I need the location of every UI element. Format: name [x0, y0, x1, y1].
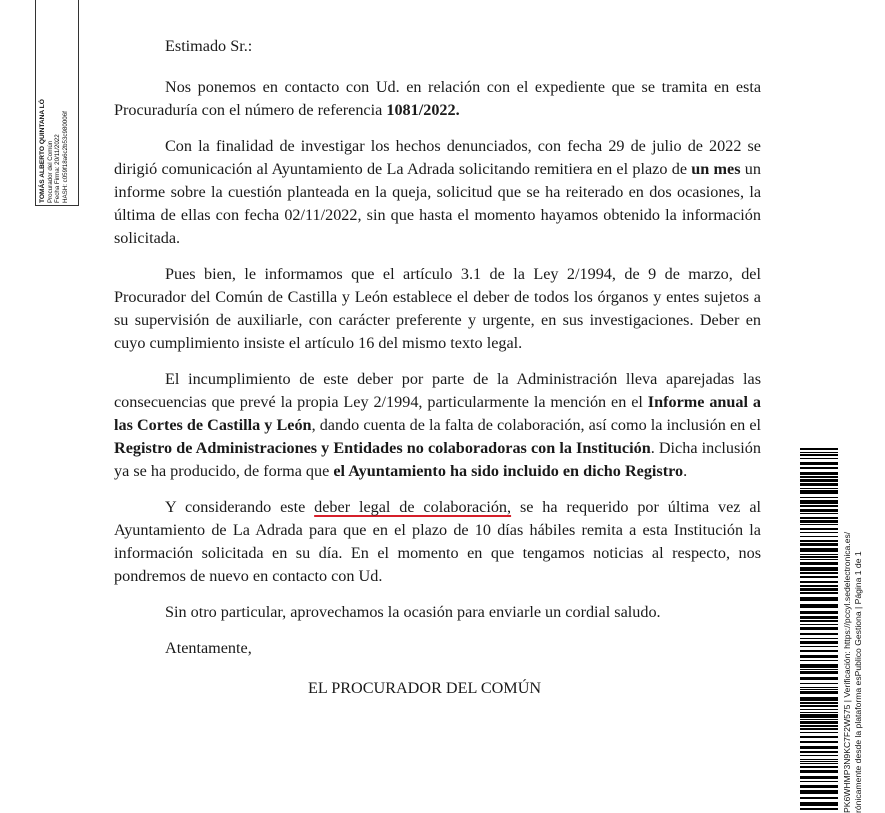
barcode-bar: [800, 528, 838, 530]
verification-line-2: rónicamente desde la plataforma esPublico Gestiona | Página 1 de 1: [852, 551, 863, 813]
barcode-bar: [800, 576, 838, 578]
deadline-bold: un mes: [691, 160, 741, 178]
barcode-bar: [800, 581, 838, 583]
barcode-bar: [800, 725, 838, 727]
letter-body: [114, 35, 761, 713]
barcode-bar: [800, 766, 838, 768]
barcode-bar: [800, 770, 838, 773]
barcode-bar: [800, 763, 838, 764]
barcode-bar: [800, 488, 838, 489]
barcode-bar: [800, 785, 838, 788]
barcode-bar: [800, 721, 838, 724]
barcode-bar: [800, 712, 838, 713]
stamp-role: Procurador del Común: [46, 140, 54, 203]
barcode-icon: [800, 448, 838, 813]
barcode-bar: [800, 677, 838, 680]
barcode-bar: [800, 543, 838, 546]
stamp-signer: TOMÁS ALBERTO QUINTANA LÓ: [39, 99, 46, 203]
barcode-bar: [800, 517, 838, 519]
paragraph-consequences-text-3: . Dicha inclusión ya se ha producido, de forma que: [114, 439, 761, 480]
barcode-bar: [800, 462, 838, 465]
barcode-bar: [800, 781, 838, 782]
registry-bold: Registro de Administraciones y Entidades no colaboradoras con la Institución: [114, 439, 651, 457]
paragraph-consequences: [114, 368, 761, 483]
reference-number: 1081/2022.: [386, 101, 460, 119]
barcode-bar: [800, 714, 838, 718]
paragraph-investigation-text-1: Con la finalidad de investigar los hechos denunciados, con fecha 29 de julio de 2022 se dirigió comunicación al Ayuntamiento de La Adrada solicitando remitiera en el plazo de: [114, 137, 761, 178]
barcode-bar: [800, 513, 838, 514]
barcode-bar: [800, 797, 838, 799]
barcode-bar: [800, 732, 838, 733]
barcode-bar: [800, 452, 838, 453]
barcode-bar: [800, 559, 838, 560]
paragraph-consequences-text-1: El incumplimiento de este deber por parte de la Administración lleva aparejadas las consecuencias que prevé la propia Ley 2/1994, particularmente la mención en el: [114, 370, 761, 411]
barcode-bar: [800, 683, 838, 684]
stamp-date: Fecha Firma: 20/11/2022: [54, 134, 62, 203]
barcode-bar: [800, 624, 838, 625]
verification-code: PK6WHMP3N9KC7F2W575 |: [842, 697, 852, 813]
barcode-bar: [800, 524, 838, 525]
barcode-bar: [800, 540, 838, 542]
barcode-bar: [800, 532, 838, 533]
annual-report-bold: Informe anual a las Cortes de Castilla y León: [114, 393, 761, 434]
barcode-bar: [800, 556, 838, 558]
barcode-bar: [800, 671, 838, 674]
verification-url: Verificación: https://pccyl.sedelectronica.es/: [842, 531, 852, 698]
barcode-bar: [800, 664, 838, 668]
included-bold: el Ayuntamiento ha sido incluido en dicho Registro: [333, 462, 684, 480]
signature-title: EL PROCURADOR DEL COMÚN: [308, 679, 542, 697]
barcode-bar: [800, 802, 838, 806]
barcode-bar: [800, 697, 838, 701]
paragraph-law: Pues bien, le informamos que el artículo 3.1 de la Ley 2/1994, de 9 de marzo, del Procurador del Común de Castilla y León establece el deber de todos los órganos y entes sujetos a su supervisión de auxiliarle, con carácter preferente y urgente, en sus investigaciones. Deber en cuyo cumplimiento insiste el artículo 16 del mismo texto legal.: [114, 265, 761, 352]
barcode-bar: [800, 669, 838, 670]
barcode-bar: [800, 627, 838, 630]
barcode-bar: [800, 597, 838, 601]
barcode-bar: [800, 497, 838, 498]
barcode-bar: [800, 705, 838, 707]
paragraph-final-request-text-2: se ha requerido por última vez al Ayuntamiento de La Adrada para que en el plazo de 10 días hábiles remita a esta Institución la información solicitada en su día. En el momento en que tengamos noticias al respecto, nos pondremos de nuevo en contacto con Ud.: [114, 498, 761, 585]
barcode-bar: [800, 633, 838, 635]
barcode-bar: [800, 520, 838, 523]
barcode-bar: [800, 808, 838, 810]
barcode-bar: [800, 476, 838, 478]
barcode-bar: [800, 588, 838, 591]
barcode-bar: [800, 728, 838, 730]
paragraph-reference-text: Nos ponemos en contacto con Ud. en relación con el expediente que se tramita en esta Procuraduría con el número de referencia: [114, 78, 761, 119]
stamp-hash: HASH: c059f18a6c2b53c980006f: [61, 111, 69, 203]
barcode-bar: [800, 505, 838, 507]
barcode-bar: [800, 660, 838, 661]
barcode-bar: [800, 746, 838, 749]
barcode-bar: [800, 702, 838, 704]
barcode-bar: [800, 548, 838, 552]
barcode-bar: [800, 592, 838, 594]
barcode-bar: [800, 709, 838, 710]
closing: Atentamente,: [165, 639, 252, 657]
paragraph-reference: [114, 76, 761, 122]
paragraph-investigation: [114, 135, 761, 250]
barcode-bar: [800, 691, 838, 694]
barcode-bar: [800, 689, 838, 690]
barcode-bar: [800, 448, 838, 450]
barcode-bar: [800, 454, 838, 456]
barcode-bar: [800, 641, 838, 644]
barcode-bar: [800, 458, 838, 459]
barcode-bar: [800, 467, 838, 469]
barcode-bar: [800, 554, 838, 555]
barcode-bar: [800, 611, 838, 614]
barcode-bar: [800, 751, 838, 753]
barcode-bar: [800, 650, 838, 652]
barcode-bar: [800, 585, 838, 587]
barcode-bar: [800, 500, 838, 504]
barcode-bar: [800, 616, 838, 619]
barcode-bar: [800, 646, 838, 647]
paragraph-investigation-text-2: un informe sobre la cuestión planteada en la queja, solicitud que se ha reiterado en dos ocasiones, la última de ellas con fecha 02/11/2022, sin que hasta el momento hayamos obtenido la información solicitada.: [114, 160, 761, 247]
paragraph-consequences-text-2: , dando cuenta de la falta de colaboración, así como la inclusión en el: [311, 416, 762, 434]
barcode-bar: [800, 483, 838, 486]
barcode-bar: [800, 490, 838, 494]
barcode-bar: [800, 562, 838, 565]
paragraph-farewell: Sin otro particular, aprovechamos la ocasión para enviarle un cordial saludo.: [165, 603, 661, 621]
barcode-bar: [800, 687, 838, 688]
barcode-bar: [800, 655, 838, 658]
barcode-bar: [800, 741, 838, 743]
barcode-bar: [800, 509, 838, 512]
verification-line-1: [842, 513, 853, 813]
barcode-bar: [800, 736, 838, 738]
barcode-bar: [800, 479, 838, 482]
signature-stamp-text: [39, 0, 69, 203]
barcode-bar: [800, 759, 838, 760]
barcode-bar: [800, 755, 838, 756]
greeting: Estimado Sr.:: [165, 37, 253, 55]
barcode-bar: [800, 536, 838, 537]
barcode-bar: [800, 572, 838, 574]
barcode-bar: [800, 567, 838, 571]
barcode-bar: [800, 472, 838, 475]
paragraph-consequences-text-4: .: [683, 462, 688, 480]
barcode-bar: [800, 638, 838, 639]
verification-text: [842, 513, 863, 813]
paragraph-final-request: [114, 496, 761, 588]
barcode-bar: [800, 776, 838, 779]
barcode-bar: [800, 761, 838, 762]
signature-stamp: [35, 0, 79, 206]
barcode-bar: [800, 604, 838, 608]
paragraph-final-request-text-1: Y considerando este: [165, 498, 315, 516]
highlighted-duty: deber legal de colaboración,: [314, 498, 512, 516]
barcode-bar: [800, 719, 838, 720]
barcode-bar: [800, 790, 838, 794]
barcode-bar: [800, 620, 838, 622]
